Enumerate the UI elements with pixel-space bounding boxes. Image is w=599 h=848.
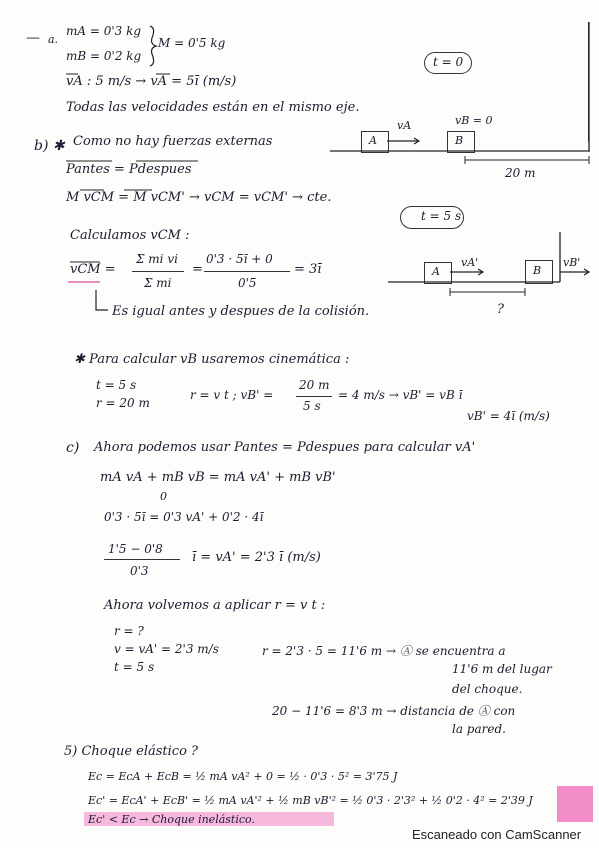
vcm-lhs: vCM = [70,262,116,277]
dash-mark: — [26,30,40,46]
velocity-b-label: vB = 0 [455,114,493,127]
r-calculation-line2: 11'6 m del lugar [452,662,552,676]
apply-kinematics: Ahora volvemos a aplicar r = v t : [104,598,326,613]
mvcm-equation: M vCM = M vCM' → vCM = vCM' → cte. [66,190,332,205]
section-c-label: c) [66,440,80,456]
velocity-a: vA : 5 m/s → vA = 5ī (m/s) [66,74,237,89]
wall-distance: 20 − 11'6 = 8'3 m → distancia de Ⓐ con [272,704,516,718]
distance-given: r = 20 m [96,396,150,410]
velocity-a-arrow-label: vA [397,119,412,132]
kinetic-energy-after: Ec' = EcA' + EcB' = ½ mA vA'² + ½ mB vB'² = ½ 0'3 · 2'3² + ½ 0'2 · 4² = 2'39 J [88,794,533,807]
time-five: t = 5 s [421,209,462,223]
same-axis-note: Todas las velocidades están en el mismo eje. [66,100,360,115]
same-before-after-note: Es igual antes y despues de la colisión. [112,304,370,319]
kinematics-numerator: 20 m [299,378,330,392]
vb-result: = 4 m/s → vB' = vB ī [338,388,463,402]
sum-denominator: Σ mi [144,276,172,290]
denominator-values: 0'5 [238,276,257,290]
r-calculation-line3: del choque. [452,682,523,696]
note-bracket [96,290,108,310]
time-given: t = 5 s [96,378,137,392]
vb-vector-result: vB' = 4ī (m/s) [467,409,550,423]
no-external-forces: Como no hay fuerzas externas [73,134,273,149]
sum-numerator: Σ mi vi [136,252,178,266]
kinematics-formula: r = v t ; vB' = [190,388,274,402]
block-b-label: B [455,134,464,147]
momentum-conservation: Pantes = Pdespues [66,162,192,177]
block-a-final-label: A [432,265,440,278]
kinematics-denominator: 5 s [303,399,321,413]
section-c-title: Ahora podemos usar Pantes = Pdespues para calcular vA' [94,440,476,455]
block-b-final-label: B [533,264,542,277]
r-calculation: r = 2'3 · 5 = 11'6 m → Ⓐ se encuentra a [262,644,506,658]
section-a-label: a. [48,33,59,46]
r-unknown: r = ? [114,624,144,638]
velocity-b-final-label: vB' [563,256,581,269]
unknown-distance: ? [497,302,504,317]
va-fraction-denominator: 0'3 [130,564,149,578]
velocity-a-final-label: vA' [461,256,479,269]
mass-a: mA = 0'3 kg [66,24,142,38]
distance-label: 20 m [505,166,536,180]
wall-distance-line2: la pared. [452,722,506,736]
elastic-question: 5) Choque elástico ? [64,744,199,759]
time-zero: t = 0 [433,55,464,69]
equals-sign: = [192,262,203,277]
kinematics-title: ✱ Para calcular vB usaremos cinemática : [74,352,350,367]
v-value: v = vA' = 2'3 m/s [114,642,219,656]
momentum-equation: mA vA + mB vB = mA vA' + mB vB' [100,470,336,485]
total-mass: M = 0'5 kg [158,36,226,50]
mass-brace [150,26,156,66]
mass-b: mB = 0'2 kg [66,49,142,63]
vcm-result: = 3ī [294,262,322,277]
va-result: ī = vA' = 2'3 ī (m/s) [192,550,321,565]
vb-zero: 0 [160,490,167,503]
section-b-label: b) ✱ [34,138,65,154]
momentum-values: 0'3 · 5ī = 0'3 vA' + 0'2 · 4ī [104,510,264,524]
scanner-watermark: Escaneado con CamScanner [412,827,582,842]
kinetic-energy-before: Ec = EcA + EcB = ½ mA vA² + 0 = ½ · 0'3 · 5² = 3'75 J [88,770,398,783]
numerator-values: 0'3 · 5ī + 0 [206,252,273,266]
va-fraction-numerator: 1'5 − 0'8 [108,542,163,556]
calc-cm-title: Calculamos vCM : [70,228,190,243]
t-value: t = 5 s [114,660,155,674]
inelastic-conclusion: Ec' < Ec → Choque inelástico. [88,813,255,826]
block-a-label: A [369,134,377,147]
